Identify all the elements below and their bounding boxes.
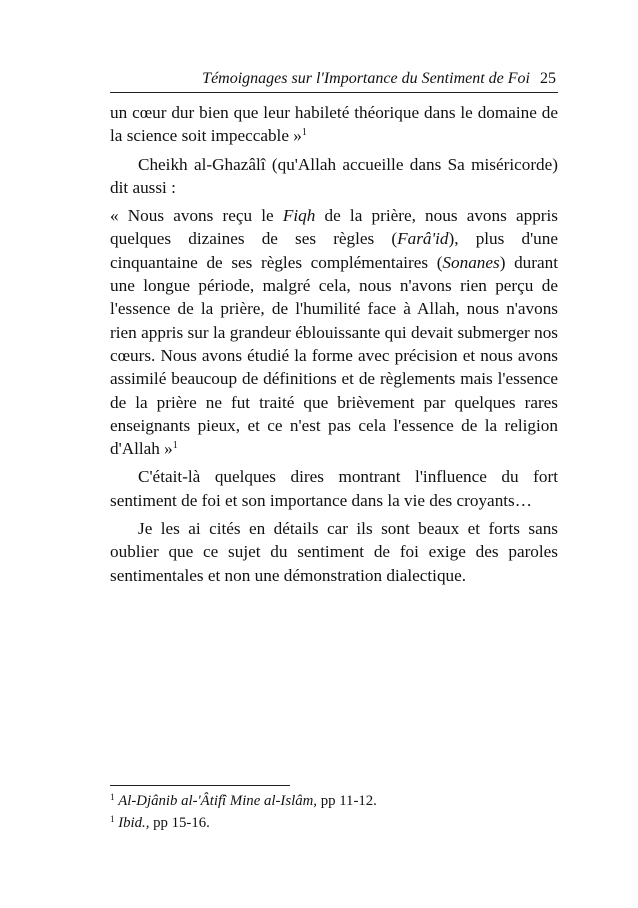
- footnote-1: [110, 790, 377, 812]
- footnote-ref-1: 1: [301, 127, 307, 139]
- paragraph-2: Cheikh al-Ghazâlî (qu'Allah accueille dans Sa miséricorde) dit aussi :: [110, 154, 558, 197]
- page-number: 25: [540, 70, 556, 87]
- footnote-2-pages: pp 15-16.: [149, 815, 210, 831]
- paragraph-4: C'était-là quelques dires montrant l'influence du fort sentiment de foi et son importance dans la vie des croyants…: [110, 467, 558, 510]
- footnote-2-mark: 1: [110, 814, 115, 824]
- footnotes: [110, 790, 377, 834]
- footnote-ref-2: 1: [172, 440, 178, 452]
- quote-text-4: ) durant une longue période, malgré cela, nous n'avons rien perçu de l'essence de la prière, de l'humilité face à Allah, nous n'avons rien appris sur la grandeur éblouissante qui devait submerger nos cœurs. Nous avons étudié la forme avec précision et nous avons assimilé beaucoup de définitions et de règlements mais l'essence de la prière ne fut traité que brièvement par quelques rares enseignants pieux, et ce n'est pas cela l'essence de la religion d'Allah »: [110, 252, 558, 459]
- quote-text-2: de la prière, nous avons appris quelques dizaines de ses règles (: [110, 206, 558, 249]
- footnote-1-source: Al-Djânib al-'Âtifî Mine al-Islâm,: [118, 793, 317, 809]
- quote-text-1: « Nous avons reçu le: [110, 206, 283, 226]
- running-header: [110, 68, 558, 93]
- paragraph-1: [110, 101, 558, 148]
- footnote-1-mark: 1: [110, 792, 115, 802]
- paragraph-1-text: un cœur dur bien que leur habileté théorique dans le domaine de la science soit impeccable »: [110, 103, 558, 146]
- footnote-2-source: Ibid.,: [118, 815, 150, 831]
- paragraph-5: Je les ai cités en détails car ils sont beaux et forts sans oublier que ce sujet du sentiment de foi exige des paroles sentimentales et non une démonstration dialectique.: [110, 519, 558, 585]
- quote-text-3: ), plus d'une cinquantaine de ses règles complémentaires (: [110, 229, 558, 272]
- footnote-divider: [110, 785, 290, 786]
- footnote-1-pages: pp 11-12.: [317, 793, 377, 809]
- term-sonanes: Sonanes: [442, 252, 500, 272]
- paragraph-3-quote: [110, 204, 558, 460]
- term-faraid: Farâ'id: [397, 229, 449, 249]
- body-text: [110, 101, 558, 587]
- term-fiqh: Fiqh: [282, 206, 316, 226]
- footnote-2: [110, 812, 377, 834]
- running-title: Témoignages sur l'Importance du Sentiment de Foi: [202, 70, 530, 87]
